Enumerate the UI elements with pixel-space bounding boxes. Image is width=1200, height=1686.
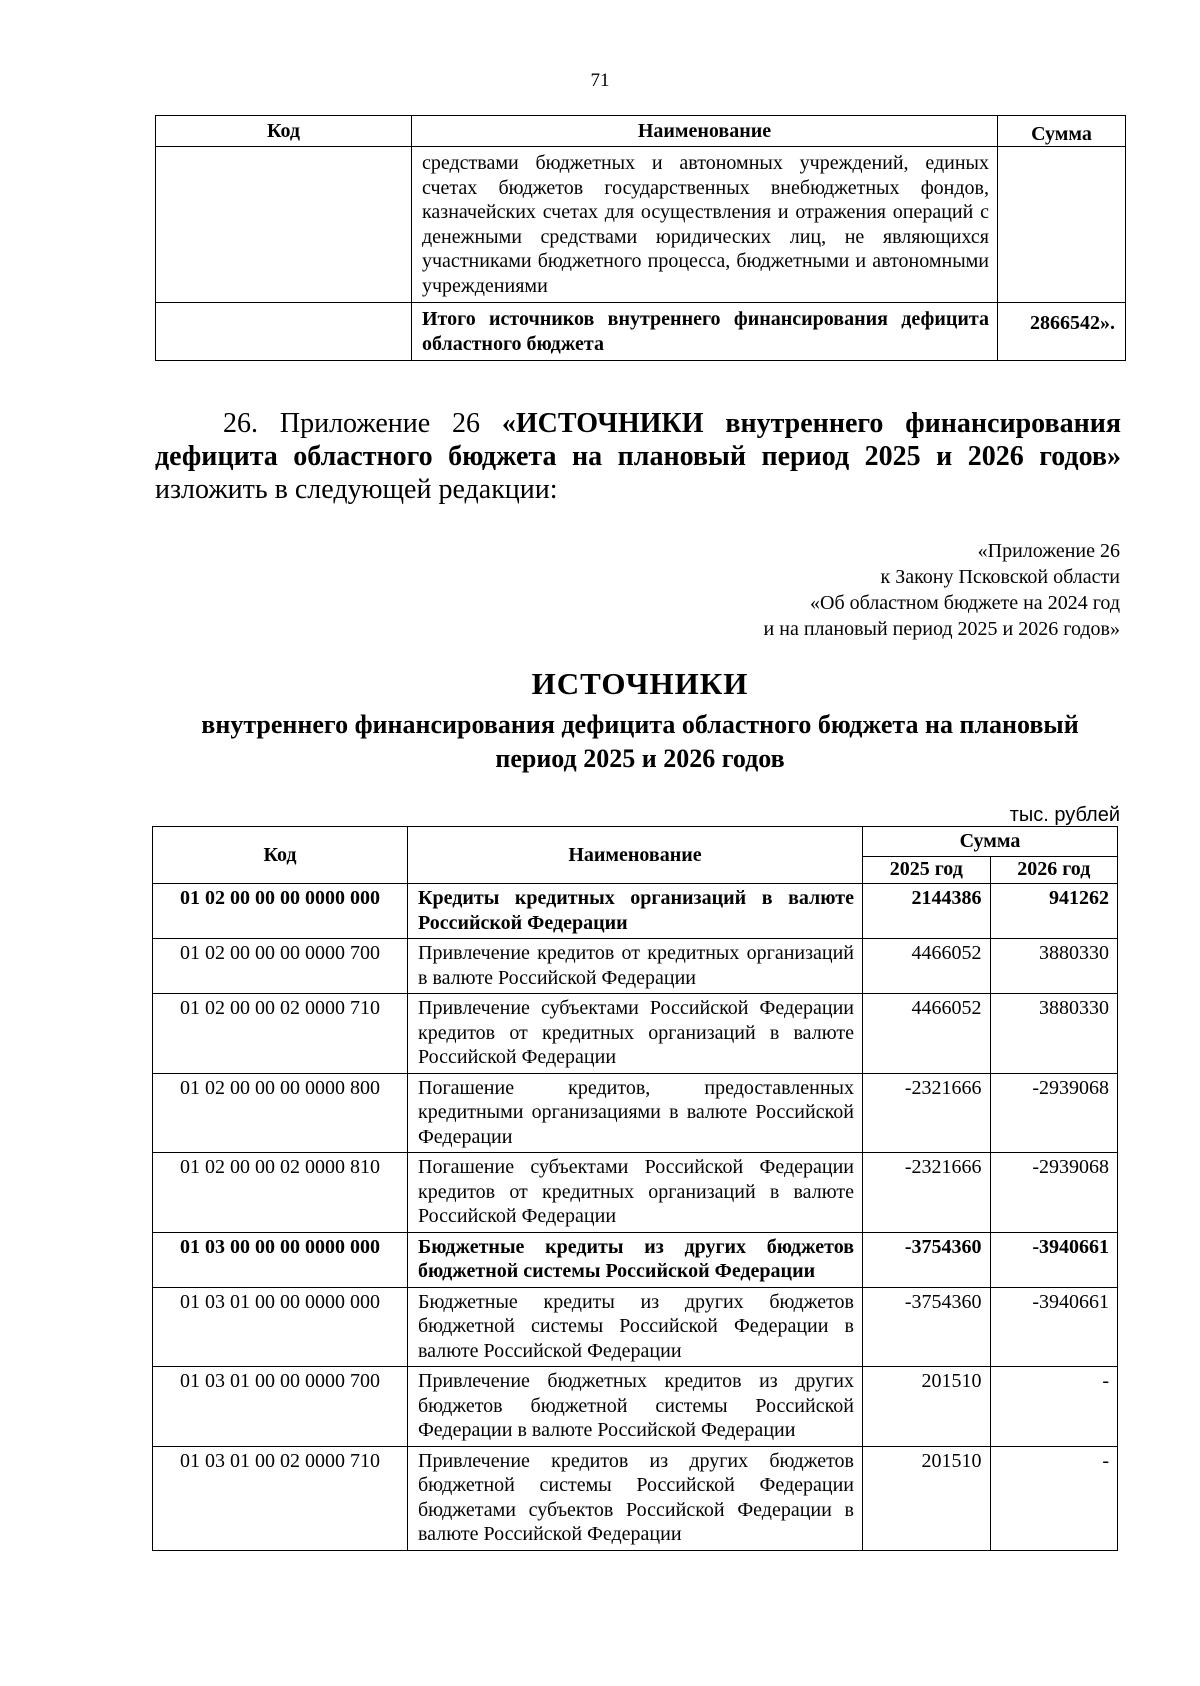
code-cell: 01 02 00 00 00 0000 000: [153, 884, 408, 939]
header-code: Код: [153, 827, 408, 884]
value-2026-cell: -3940661: [990, 1287, 1118, 1367]
name-cell: Погашение кредитов, предоставленных кредитными организациями в валюте Российской Федерации: [408, 1073, 863, 1153]
table-row: [153, 1073, 1118, 1153]
code-cell: 01 02 00 00 02 0000 710: [153, 994, 408, 1074]
code-cell: 01 03 01 00 00 0000 700: [153, 1367, 408, 1447]
paragraph-bold-title: «ИСТОЧНИКИ внутреннего финансирования дефицита областного бюджета на плановый период 2025 и 2026 годов»: [155, 408, 1122, 472]
value-2025-cell: 4466052: [863, 994, 991, 1074]
appendix-ref-line: к Закону Псковской области: [880, 566, 1120, 588]
value-2026-cell: -3940661: [990, 1232, 1118, 1287]
value-2025-cell: -2321666: [863, 1073, 991, 1153]
name-cell: Бюджетные кредиты из других бюджетов бюджетной системы Российской Федерации: [408, 1232, 863, 1287]
paragraph-prefix: 26. Приложение 26: [223, 408, 502, 439]
appendix-ref-line: «Приложение 26: [977, 540, 1120, 562]
code-cell: 01 02 00 00 00 0000 700: [153, 939, 408, 994]
units-label: тыс. рублей: [1009, 804, 1120, 826]
value-2025-cell: 201510: [863, 1367, 991, 1447]
continuation-text: средствами бюджетных и автономных учреждений, единых счетах бюджетов государственных внебюджетных фондов, казначейских счетах для осуществления и отражения операций с денежными средствами юридических лиц, не являющихся участниками бюджетного процесса, бюджетными и автономными учреждениями: [412, 147, 998, 303]
table-row: [153, 1446, 1118, 1550]
total-row: [156, 303, 1126, 361]
table-header-row: [153, 827, 1118, 857]
subtitle-line: внутреннего финансирования дефицита областного бюджета на плановый: [201, 710, 1079, 739]
value-2026-cell: -2939068: [990, 1073, 1118, 1153]
name-cell: Привлечение субъектами Российской Федерации кредитов от кредитных организаций в валюте Российской Федерации: [408, 994, 863, 1074]
name-cell: Кредиты кредитных организаций в валюте Российской Федерации: [408, 884, 863, 939]
code-cell: [156, 147, 412, 303]
page-number: 71: [590, 70, 610, 91]
header-name: Наименование: [412, 116, 998, 147]
appendix-ref-line: и на плановый период 2025 и 2026 годов»: [763, 618, 1120, 640]
continuation-table: [155, 115, 1126, 361]
document-title: ИСТОЧНИКИ: [531, 666, 749, 701]
value-2025-cell: -2321666: [863, 1153, 991, 1233]
header-2025: 2025 год: [863, 856, 991, 883]
value-2025-cell: 2144386: [863, 884, 991, 939]
paragraph-suffix: изложить в следующей редакции:: [155, 474, 558, 505]
table-row: [153, 884, 1118, 939]
value-2026-cell: 3880330: [990, 994, 1118, 1074]
code-cell: 01 03 01 00 02 0000 710: [153, 1446, 408, 1550]
value-2026-cell: -: [990, 1367, 1118, 1447]
continuation-table-header: [156, 116, 1126, 147]
table-row: [153, 939, 1118, 994]
value-2025-cell: 201510: [863, 1446, 991, 1550]
subtitle-line: период 2025 и 2026 годов: [495, 744, 785, 773]
header-name: Наименование: [408, 827, 863, 884]
value-2026-cell: -: [990, 1446, 1118, 1550]
sum-cell: [998, 147, 1126, 303]
code-cell: 01 02 00 00 02 0000 810: [153, 1153, 408, 1233]
value-2025-cell: -3754360: [863, 1287, 991, 1367]
header-sum: Сумма: [998, 116, 1126, 147]
code-cell: 01 03 01 00 00 0000 000: [153, 1287, 408, 1367]
value-2025-cell: 4466052: [863, 939, 991, 994]
total-label: Итого источников внутреннего финансирования дефицита областного бюджета: [412, 303, 998, 361]
value-2026-cell: -2939068: [990, 1153, 1118, 1233]
name-cell: Привлечение кредитов от кредитных организаций в валюте Российской Федерации: [408, 939, 863, 994]
amendment-paragraph: [155, 407, 1121, 506]
table-row: [153, 1153, 1118, 1233]
header-2026: 2026 год: [990, 856, 1118, 883]
table-row: [153, 994, 1118, 1074]
code-cell: 01 03 00 00 00 0000 000: [153, 1232, 408, 1287]
value-2025-cell: -3754360: [863, 1232, 991, 1287]
code-cell: 01 02 00 00 00 0000 800: [153, 1073, 408, 1153]
table-row: [153, 1232, 1118, 1287]
appendix-ref-line: «Об областном бюджете на 2024 год: [810, 592, 1120, 614]
name-cell: Бюджетные кредиты из других бюджетов бюджетной системы Российской Федерации в валюте Российской Федерации: [408, 1287, 863, 1367]
header-code: Код: [156, 116, 412, 147]
table-row: [153, 1287, 1118, 1367]
value-2026-cell: 941262: [990, 884, 1118, 939]
name-cell: Привлечение бюджетных кредитов из других бюджетов бюджетной системы Российской Федерации в валюте Российской Федерации: [408, 1367, 863, 1447]
value-2026-cell: 3880330: [990, 939, 1118, 994]
header-sum: Сумма: [863, 827, 1118, 857]
name-cell: Погашение субъектами Российской Федерации кредитов от кредитных организаций в валюте Российской Федерации: [408, 1153, 863, 1233]
table-row: [153, 1367, 1118, 1447]
appendix-reference: [620, 538, 1120, 642]
total-value: 2866542».: [998, 303, 1126, 361]
table-row: [156, 147, 1126, 303]
document-subtitle: [130, 708, 1150, 776]
name-cell: Привлечение кредитов из других бюджетов бюджетной системы Российской Федерации бюджетами субъектов Российской Федерации в валюте Российской Федерации: [408, 1446, 863, 1550]
code-cell: [156, 303, 412, 361]
sources-table: [152, 826, 1118, 1551]
